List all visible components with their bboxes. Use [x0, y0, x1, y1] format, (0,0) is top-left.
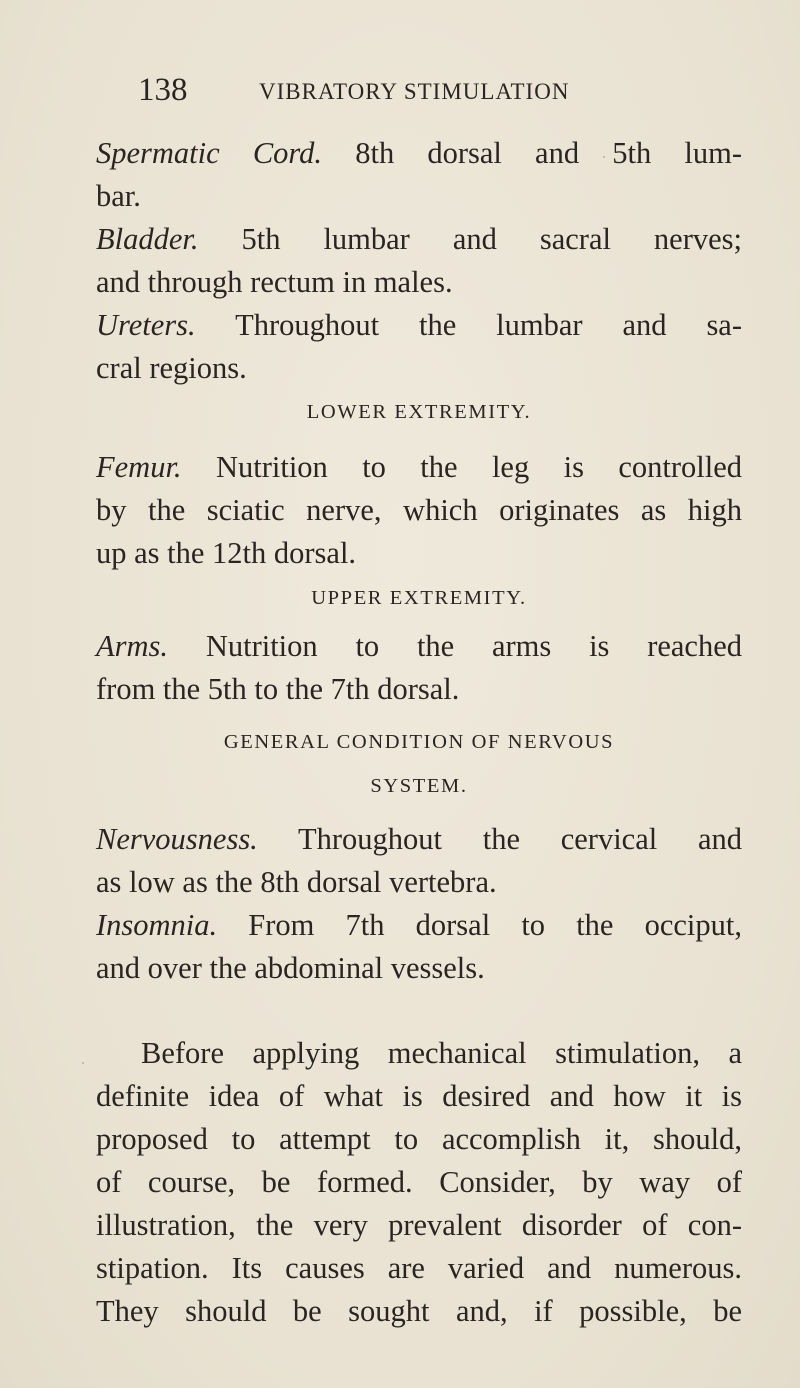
heading-line: GENERAL CONDITION OF NERVOUS [223, 731, 615, 753]
paragraph-line: stipation. Its causes are varied and numerous. [96, 1251, 742, 1285]
entry-label: Arms. [96, 629, 169, 663]
entry-text: Nutrition to the leg is controlled [215, 450, 743, 484]
entry-text: 8th dorsal and 5th lum- [355, 136, 743, 170]
entry-line [96, 904, 742, 947]
heading-lower-extremity: LOWER EXTREMITY. [306, 401, 532, 423]
entry-line: as low as the 8th dorsal vertebra. [96, 865, 497, 899]
entry-line: and over the abdominal vessels. [96, 951, 485, 985]
entry-label: Bladder. [96, 222, 199, 256]
paper-speck [82, 1062, 84, 1064]
entry-line [96, 132, 742, 175]
entry-bladder [96, 218, 742, 304]
entry-text: Nutrition to the arms is reached [205, 629, 742, 663]
paragraph-line: of course, be formed. Consider, by way of [96, 1165, 742, 1199]
entry-femur [96, 446, 742, 575]
entry-label: Insomnia. [96, 908, 218, 942]
entry-line: up as the 12th dorsal. [96, 536, 357, 570]
heading-upper-extremity: UPPER EXTREMITY. [311, 587, 527, 609]
entry-text: Throughout the lumbar and sa- [235, 308, 743, 342]
heading-line: SYSTEM. [370, 775, 468, 797]
entry-insomnia [96, 904, 742, 990]
entry-spermatic-cord [96, 132, 742, 218]
entry-label: Nervousness. [96, 822, 258, 856]
entry-label: Femur. [96, 450, 182, 484]
entry-nervousness [96, 818, 742, 904]
paragraph-line: Before applying mechanical stimulation, a [141, 1036, 742, 1070]
entry-ureters [96, 304, 742, 390]
entry-label: Ureters. [96, 308, 196, 342]
running-head [138, 70, 710, 110]
entry-line: from the 5th to the 7th dorsal. [96, 672, 460, 706]
entry-line: cral regions. [96, 351, 247, 385]
paragraph-line: definite idea of what is desired and how it is [96, 1079, 742, 1113]
entry-line [96, 218, 742, 261]
body-paragraph [96, 1032, 742, 1333]
entry-label: Spermatic Cord. [96, 136, 323, 170]
entry-line: and through rectum in males. [96, 265, 453, 299]
paragraph-line: proposed to attempt to accomplish it, should, [96, 1122, 742, 1156]
entry-text: Throughout the cervical and [298, 822, 742, 856]
entry-line [96, 818, 742, 861]
entry-line: by the sciatic nerve, which originates as high [96, 493, 742, 527]
entry-text: From 7th dorsal to the occiput, [248, 908, 742, 942]
entry-line [96, 304, 742, 347]
page-number: 138 [138, 72, 188, 108]
entry-arms [96, 625, 742, 711]
entry-line [96, 446, 742, 489]
paragraph-line: They should be sought and, if possible, be [96, 1294, 742, 1328]
heading-general-condition [96, 720, 742, 808]
running-title: VIBRATORY STIMULATION [259, 79, 570, 104]
paragraph-line: illustration, the very prevalent disorder of con- [96, 1208, 742, 1242]
entry-line: bar. [96, 179, 141, 213]
entry-text: 5th lumbar and sacral nerves; [241, 222, 743, 256]
entry-line [96, 625, 742, 668]
